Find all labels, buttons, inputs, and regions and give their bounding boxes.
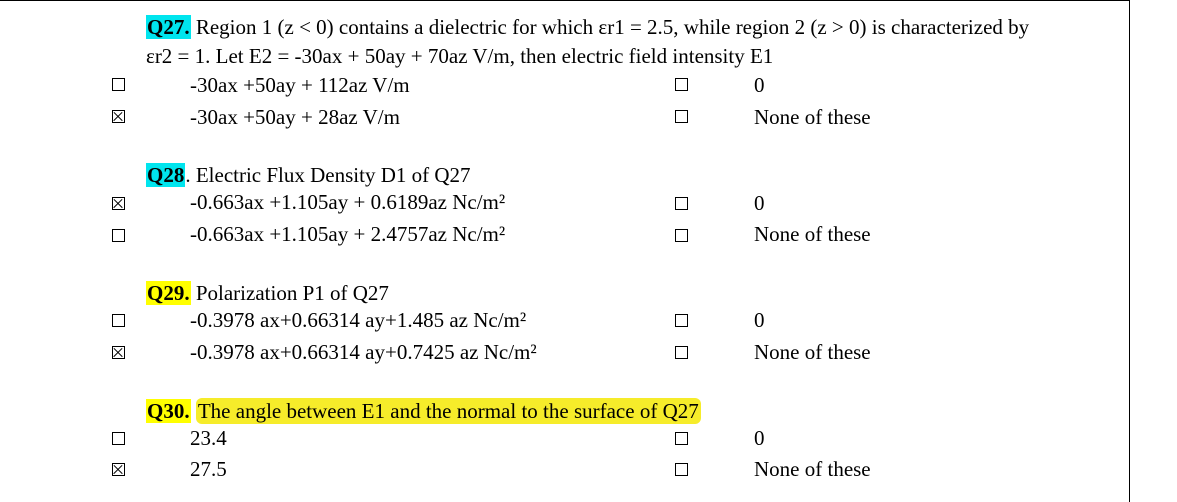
q30-option-b: 27.5: [190, 457, 227, 481]
q27-option-b: -30ax +50ay + 28az V/m: [190, 105, 400, 129]
q29-checkbox-c[interactable]: [675, 314, 688, 327]
q29-checkbox-a[interactable]: [112, 314, 125, 327]
q28-checkbox-d[interactable]: [675, 229, 688, 242]
q29-title: Polarization P1 of Q27: [195, 281, 389, 305]
q29-option-d: None of these: [754, 340, 871, 364]
q28-option-b: -0.663ax +1.105ay + 2.4757az Nc/m²: [190, 222, 506, 246]
q27-text-line1: Region 1 (z < 0) contains a dielectric for which εr1 = 2.5, while region 2 (z > 0) is characterized by: [195, 15, 1030, 39]
q27-line1: [146, 15, 1029, 39]
q27-checkbox-a[interactable]: [112, 78, 125, 91]
q28-option-c: 0: [754, 191, 765, 215]
q28-title: . Electric Flux Density D1 of Q27: [185, 163, 471, 187]
q29-checkbox-d[interactable]: [675, 346, 688, 359]
q27-option-c: 0: [754, 73, 765, 97]
q30-option-d: None of these: [754, 457, 871, 481]
q30-checkbox-b-checked[interactable]: [112, 463, 125, 476]
q28-checkbox-a-checked[interactable]: [112, 197, 125, 210]
q30-checkbox-d[interactable]: [675, 463, 688, 476]
q27-checkbox-d[interactable]: [675, 110, 688, 123]
q29-title-line: [146, 281, 389, 305]
q30-option-c: 0: [754, 426, 765, 450]
q28-checkbox-b[interactable]: [112, 229, 125, 242]
q30-checkbox-a[interactable]: [112, 432, 125, 445]
q27-option-a: -30ax +50ay + 112az V/m: [190, 73, 410, 97]
q28-number: Q28: [147, 163, 185, 187]
q27-checkbox-c[interactable]: [675, 78, 688, 91]
q27-checkbox-b-checked[interactable]: [112, 110, 125, 123]
q27-option-d: None of these: [754, 105, 871, 129]
q29-option-b: -0.3978 ax+0.66314 ay+0.7425 az Nc/m²: [190, 340, 537, 364]
frame-right-border: [1129, 0, 1130, 502]
q30-title-line: [146, 399, 701, 423]
q29-number: Q29.: [147, 281, 190, 305]
q28-title-line: [146, 163, 471, 187]
q30-title: The angle between E1 and the normal to the surface of Q27: [197, 399, 699, 423]
q28-checkbox-c[interactable]: [675, 197, 688, 210]
q30-option-a: 23.4: [190, 426, 227, 450]
q29-option-c: 0: [754, 308, 765, 332]
q28-option-d: None of these: [754, 222, 871, 246]
q29-checkbox-b-checked[interactable]: [112, 346, 125, 359]
q30-checkbox-c[interactable]: [675, 432, 688, 445]
q29-option-a: -0.3978 ax+0.66314 ay+1.485 az Nc/m²: [190, 308, 527, 332]
q28-option-a: -0.663ax +1.105ay + 0.6189az Nc/m²: [190, 190, 506, 214]
q27-number: Q27.: [147, 15, 190, 39]
frame-top-border: [0, 0, 1130, 1]
q27-text-line2: εr2 = 1. Let E2 = -30ax + 50ay + 70az V/m, then electric field intensity E1: [146, 44, 774, 68]
q30-number: Q30.: [147, 399, 190, 423]
